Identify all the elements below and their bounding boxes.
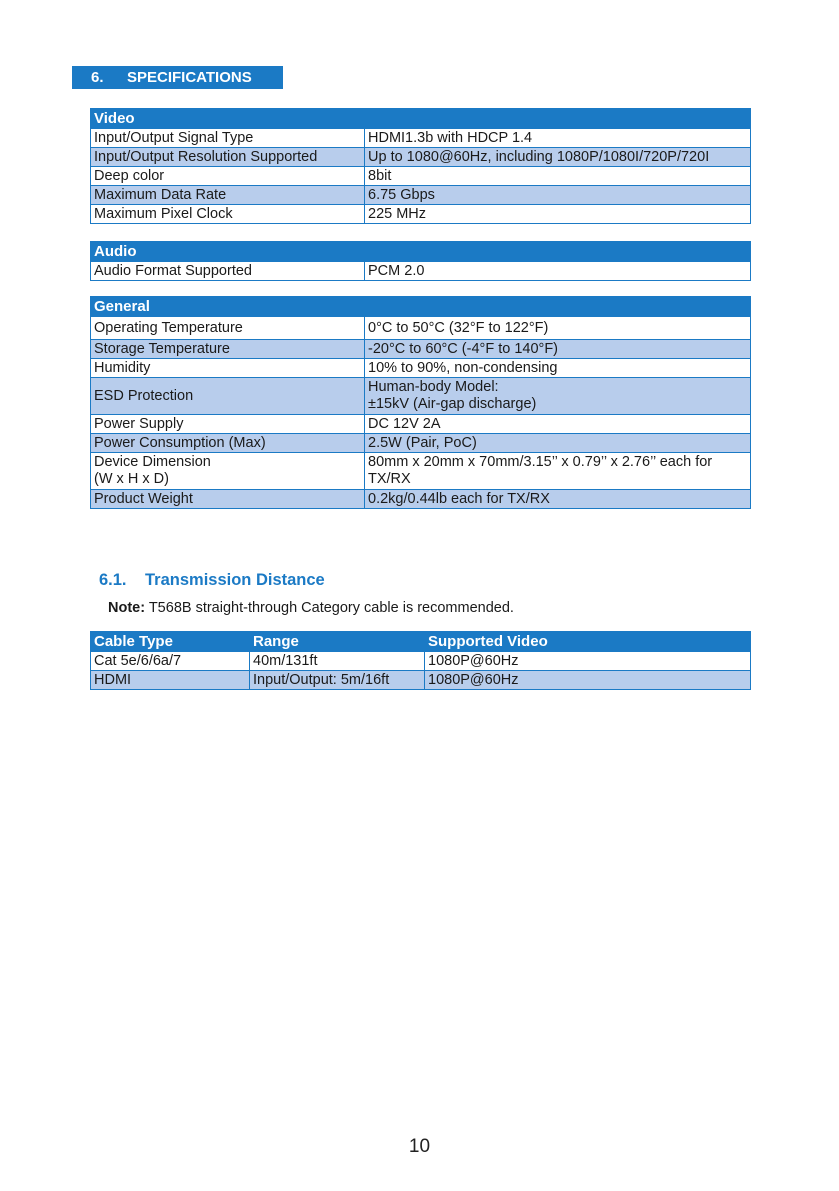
spec-value: PCM 2.0 [365, 262, 751, 281]
table-header-general: General [91, 297, 751, 317]
column-header-supported-video: Supported Video [425, 632, 751, 652]
spec-label [91, 453, 365, 490]
section-banner [72, 66, 283, 89]
column-header-range: Range [250, 632, 425, 652]
spec-value: 225 MHz [365, 205, 751, 224]
subsection-number: 6.1. [99, 571, 127, 589]
spec-label: Storage Temperature [91, 340, 365, 359]
general-spec-table [90, 296, 751, 509]
spec-value: 6.75 Gbps [365, 186, 751, 205]
spec-value-line: Human-body Model: [368, 379, 499, 395]
table-row [91, 317, 751, 340]
note-text: T568B straight-through Category cable is recommended. [145, 600, 514, 616]
spec-value-line: 80mm x 20mm x 70mm/3.15’’ x 0.79’’ x 2.76’’ each for [368, 454, 713, 470]
spec-label: Humidity [91, 359, 365, 378]
spec-value: 2.5W (Pair, PoC) [365, 434, 751, 453]
spec-label-line: Device Dimension [94, 454, 211, 470]
spec-value: DC 12V 2A [365, 415, 751, 434]
table-row [91, 359, 751, 378]
supported-video-cell: 1080P@60Hz [425, 652, 751, 671]
spec-label: Input/Output Resolution Supported [91, 148, 365, 167]
video-spec-table [90, 108, 751, 224]
spec-label: Operating Temperature [91, 317, 365, 340]
cable-type-cell: HDMI [91, 671, 250, 690]
spec-value [365, 378, 751, 415]
table-header-video: Video [91, 109, 751, 129]
note-label: Note: [108, 600, 146, 616]
range-cell: 40m/131ft [250, 652, 425, 671]
page-number: 10 [408, 1136, 431, 1157]
spec-label: Audio Format Supported [91, 262, 365, 281]
spec-label: Power Supply [91, 415, 365, 434]
spec-value-line: ±15kV (Air-gap discharge) [368, 396, 537, 412]
spec-label: Maximum Pixel Clock [91, 205, 365, 224]
audio-spec-table [90, 241, 751, 281]
spec-label: Deep color [91, 167, 365, 186]
spec-value-line: TX/RX [368, 471, 411, 487]
spec-value: Up to 1080@60Hz, including 1080P/1080I/720P/720I [365, 148, 751, 167]
spec-value: HDMI1.3b with HDCP 1.4 [365, 129, 751, 148]
table-row [91, 671, 751, 690]
spec-label-line: (W x H x D) [94, 471, 169, 487]
transmission-distance-table [90, 631, 751, 690]
section-title: SPECIFICATIONS [127, 69, 252, 86]
subsection-title: Transmission Distance [145, 571, 325, 589]
table-row [91, 186, 751, 205]
spec-value: -20°C to 60°C (-4°F to 140°F) [365, 340, 751, 359]
range-cell: Input/Output: 5m/16ft [250, 671, 425, 690]
section-number: 6. [91, 69, 104, 86]
spec-value [365, 453, 751, 490]
cable-type-cell: Cat 5e/6/6a/7 [91, 652, 250, 671]
table-header-audio: Audio [91, 242, 751, 262]
table-row [91, 652, 751, 671]
table-row [91, 490, 751, 509]
table-row [91, 434, 751, 453]
spec-value: 0.2kg/0.44lb each for TX/RX [365, 490, 751, 509]
table-row [91, 340, 751, 359]
spec-label: Power Consumption (Max) [91, 434, 365, 453]
spec-value: 0°C to 50°C (32°F to 122°F) [365, 317, 751, 340]
table-row [91, 167, 751, 186]
table-row [91, 415, 751, 434]
table-row [91, 205, 751, 224]
table-row [91, 148, 751, 167]
column-header-cable-type: Cable Type [91, 632, 250, 652]
supported-video-cell: 1080P@60Hz [425, 671, 751, 690]
spec-label: Product Weight [91, 490, 365, 509]
subsection-heading [99, 571, 325, 590]
note [108, 600, 514, 616]
spec-label: Input/Output Signal Type [91, 129, 365, 148]
table-row [91, 378, 751, 415]
spec-value: 10% to 90%, non-condensing [365, 359, 751, 378]
table-row [91, 262, 751, 281]
spec-value: 8bit [365, 167, 751, 186]
spec-label: ESD Protection [91, 378, 365, 415]
table-row [91, 129, 751, 148]
spec-label: Maximum Data Rate [91, 186, 365, 205]
table-row [91, 453, 751, 490]
